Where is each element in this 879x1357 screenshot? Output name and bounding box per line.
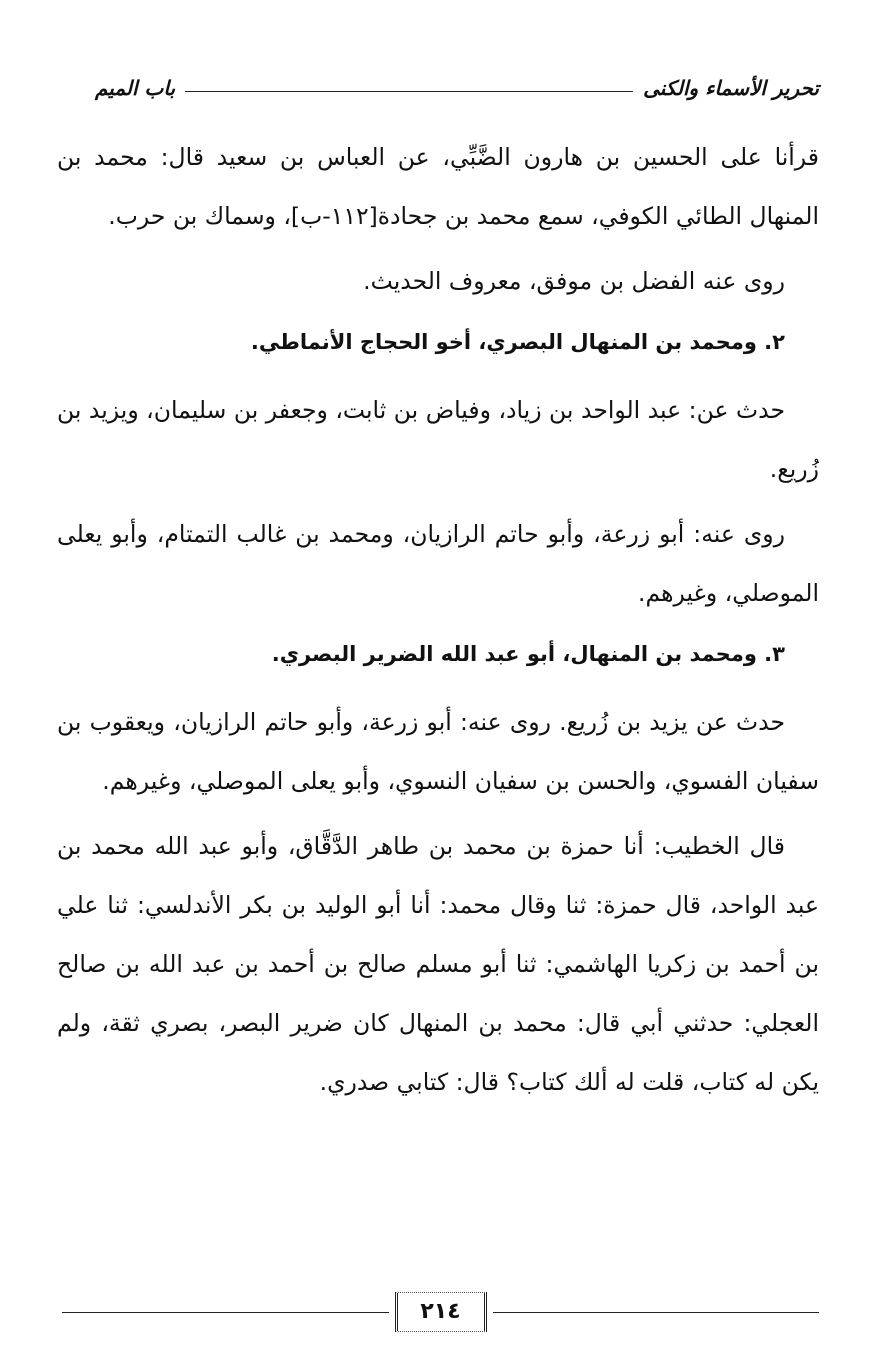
entry-heading: ٢. ومحمد بن المنهال البصري، أخو الحجاج الأنماطي. <box>250 330 785 354</box>
paragraph: روى عنه الفضل بن موفق، معروف الحديث. <box>363 267 785 295</box>
page-footer <box>62 1288 819 1336</box>
paragraph: روى عنه: أبو زرعة، وأبو حاتم الرازيان، ومحمد بن غالب التمتام، وأبو يعلى الموصلي، وغيرهم. <box>57 520 819 607</box>
running-header <box>95 70 819 106</box>
paragraph: حدث عن يزيد بن زُريع. روى عنه: أبو زرعة، وأبو حاتم الرازيان، ويعقوب بن سفيان الفسوي، والحسن بن سفيان النسوي، وأبو يعلى الموصلي، وغيرهم. <box>57 708 819 795</box>
chapter-title: باب الميم <box>95 76 176 100</box>
page-number: ٢١٤ <box>395 1292 487 1332</box>
paragraph: قرأنا على الحسين بن هارون الضَّبِّي، عن العباس بن سعيد قال: محمد بن المنهال الطائي الكوفي، سمع محمد بن جحادة[١١٢-ب]، وسماك بن حرب. <box>57 143 819 230</box>
book-title: تحرير الأسماء والكنى <box>643 76 819 100</box>
footer-rule-right <box>493 1312 820 1313</box>
page-body <box>57 128 819 1118</box>
paragraph: حدث عن: عبد الواحد بن زياد، وفياض بن ثابت، وجعفر بن سليمان، ويزيد بن زُريع. <box>57 396 819 483</box>
footer-rule-left <box>62 1312 389 1313</box>
header-rule <box>185 91 633 92</box>
entry-heading: ٣. ومحمد بن المنهال، أبو عبد الله الضرير البصري. <box>271 642 785 666</box>
paragraph: قال الخطيب: أنا حمزة بن محمد بن طاهر الدَّقَّاق، وأبو عبد الله محمد بن عبد الواحد، قال حمزة: ثنا وقال محمد: أنا أبو الوليد بن بكر الأندلسي: ثنا علي بن أحمد بن زكريا الهاشمي: ثنا أبو مسلم صالح بن أحمد بن عبد الله بن صالح العجلي: حدثني أبي قال: محمد بن المنهال كان ضرير البصر، بصري ثقة، ولم يكن له كتاب، قلت له ألك كتاب؟ قال: كتابي صدري. <box>57 832 819 1096</box>
